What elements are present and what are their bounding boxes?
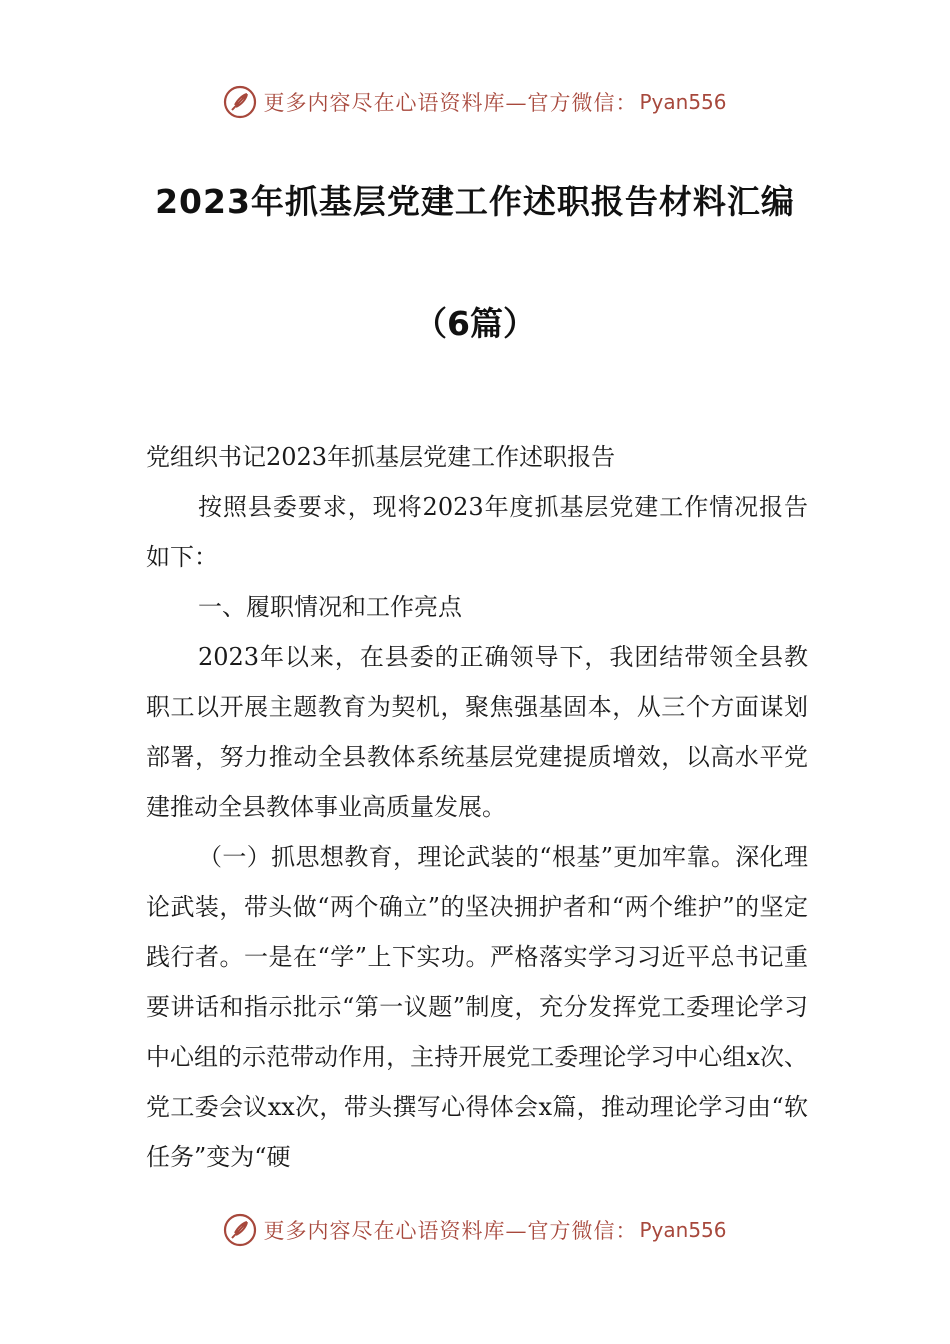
paragraph: 2023年以来，在县委的正确领导下，我团结带领全县教职工以开展主题教育为契机，聚焦强基固本，从三个方面谋划部署，努力推动全县教体系统基层党建提质增效，以高水平党建推动全县教体事业高质量发展。: [146, 643, 808, 821]
document-subtitle: （6篇）: [414, 304, 536, 343]
document-title: 2023年抓基层党建工作述职报告材料汇编: [155, 182, 795, 221]
quill-logo-icon: [223, 85, 257, 119]
watermark-text: 更多内容尽在心语资料库—官方微信：: [263, 1219, 638, 1243]
footer-watermark-banner: [0, 1210, 950, 1250]
paragraph: 按照县委要求，现将2023年度抓基层党建工作情况报告如下：: [146, 493, 808, 571]
heading-level-1: 一、履职情况和工作亮点: [198, 593, 462, 621]
wechat-id: Pyan556: [639, 90, 727, 114]
paragraph: （一）抓思想教育，理论武装的“根基”更加牢靠。深化理论武装，带头做“两个确立”的坚决拥护者和“两个维护”的坚定践行者。一是在“学”上下实功。严格落实学习习近平总书记重要讲话和指示批示“第一议题”制度，充分发挥党工委理论学习中心组的示范带动作用，主持开展党工委理论学习中心组x次、党工委会议xx次，带头撰写心得体会x篇，推动理论学习由“软任务”变为“硬: [146, 843, 808, 1171]
header-watermark-banner: [0, 82, 950, 122]
wechat-id: Pyan556: [639, 1218, 727, 1242]
watermark-text: 更多内容尽在心语资料库—官方微信：: [263, 91, 638, 115]
quill-logo-icon: [223, 1213, 257, 1247]
document-body: [146, 432, 808, 1182]
section-title: 党组织书记2023年抓基层党建工作述职报告: [146, 443, 616, 471]
